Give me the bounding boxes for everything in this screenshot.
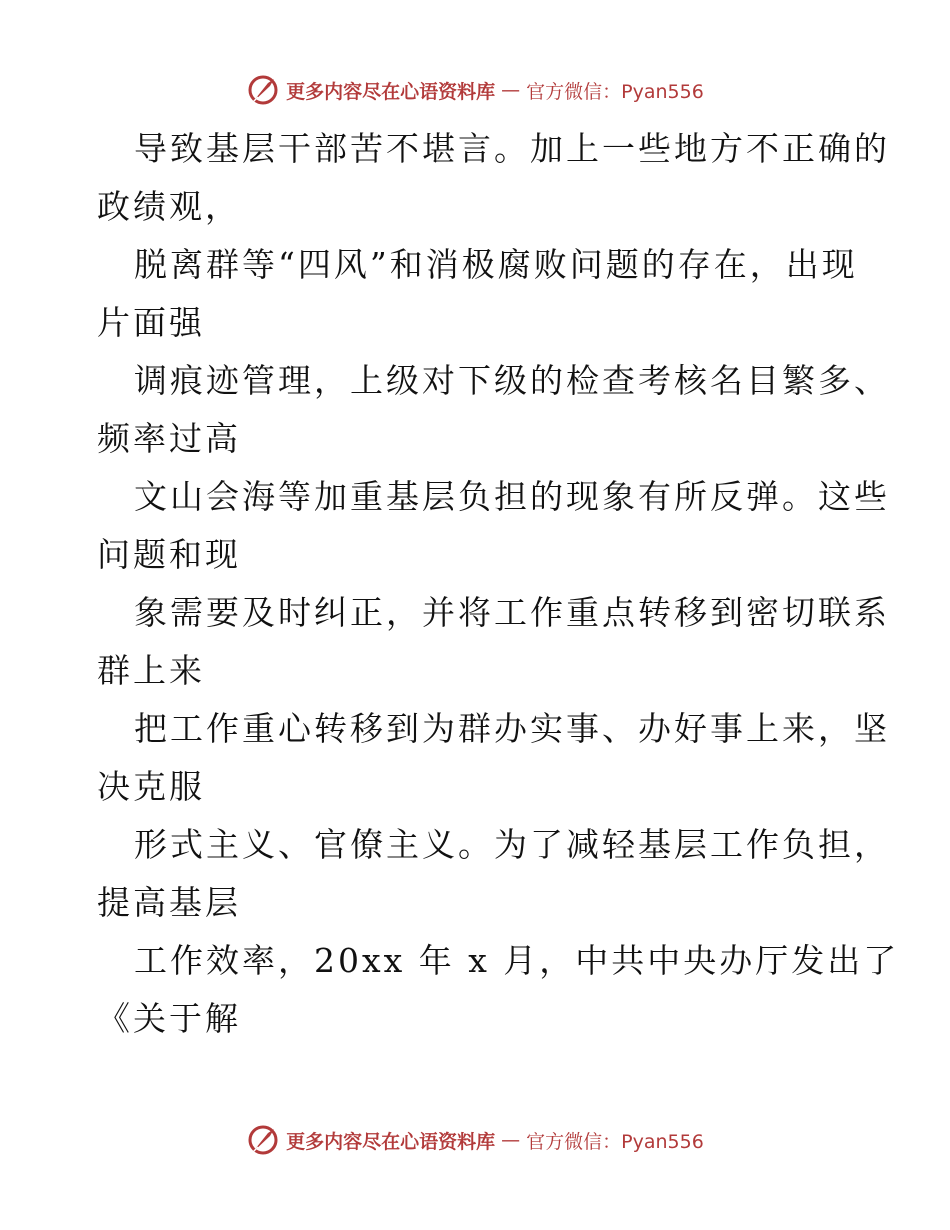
body-line: 《关于解 (97, 999, 241, 1038)
body-line: 政绩观， (97, 187, 241, 226)
watermark-contact-text: 官方微信：Pyan556 (526, 80, 704, 103)
watermark-main-text: 更多内容尽在心语资料库 (286, 1130, 496, 1153)
body-line: 导致基层干部苦不堪言。加上一些地方不正确的 (134, 129, 890, 168)
body-line: 问题和现 (97, 535, 241, 574)
body-line: 形式主义、官僚主义。为了减轻基层工作负担， (134, 825, 890, 864)
body-line: 调痕迹管理，上级对下级的检查考核名目繁多、 (134, 361, 890, 400)
body-line: 象需要及时纠正，并将工作重点转移到密切联系 (134, 593, 890, 632)
body-line: 脱离群等“四风”和消极腐败问题的存在，出现 (134, 245, 858, 284)
body-line: 提高基层 (97, 883, 241, 922)
watermark-separator: — (501, 1129, 521, 1151)
body-line: 片面强 (97, 303, 205, 342)
body-line: 把工作重心转移到为群办实事、办好事上来，坚 (134, 709, 890, 748)
body-line: 文山会海等加重基层负担的现象有所反弹。这些 (134, 477, 890, 516)
watermark-contact-text: 官方微信：Pyan556 (526, 1130, 704, 1153)
header-watermark (0, 70, 950, 110)
footer-watermark (0, 1120, 950, 1160)
body-line: 群上来 (97, 651, 205, 690)
body-line: 频率过高 (97, 419, 241, 458)
body-line: 工作效率，20xx 年 x 月，中共中央办厅发出了 (134, 941, 900, 980)
document-body (97, 120, 900, 1048)
quill-pen-circle-icon (246, 73, 280, 107)
watermark-main-text: 更多内容尽在心语资料库 (286, 80, 496, 103)
body-line: 决克服 (97, 767, 205, 806)
watermark-separator: — (501, 79, 521, 101)
quill-pen-circle-icon (246, 1123, 280, 1157)
